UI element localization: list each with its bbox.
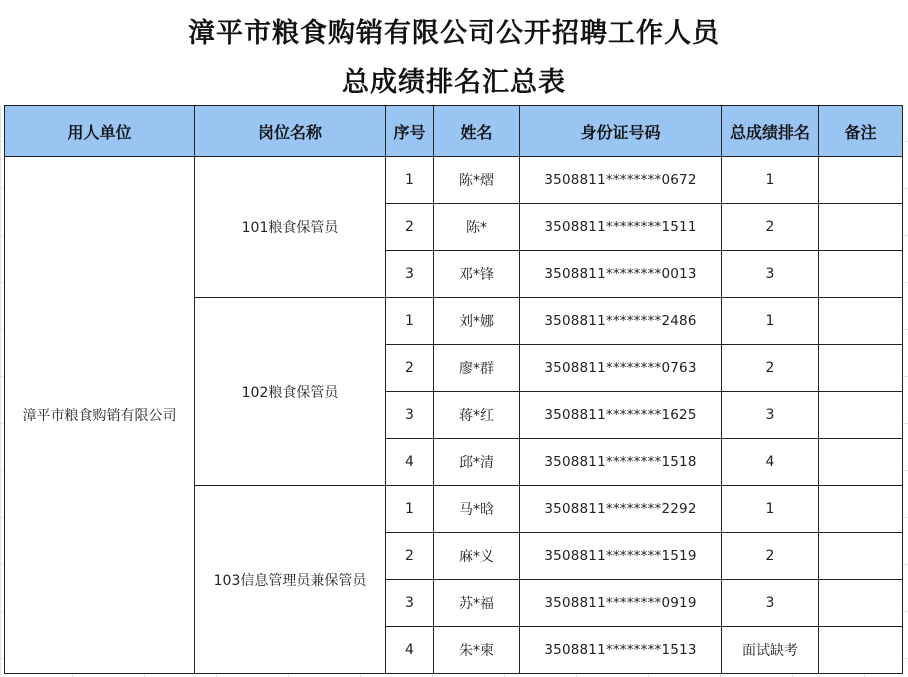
cell-id: 3508811********2486 [520,298,722,345]
cell-id: 3508811********0672 [520,157,722,204]
cell-name: 马*晗 [434,486,520,533]
cell-seq: 3 [386,580,434,627]
cell-rank: 1 [722,298,819,345]
header-row [5,106,903,157]
ranking-table [4,105,903,674]
cell-seq: 4 [386,439,434,486]
cell-rank: 3 [722,392,819,439]
cell-name: 廖*群 [434,345,520,392]
cell-note [819,251,903,298]
cell-seq: 1 [386,486,434,533]
cell-name: 麻*义 [434,533,520,580]
cell-rank: 面试缺考 [722,627,819,674]
cell-name: 邱*清 [434,439,520,486]
cell-id: 3508811********1519 [520,533,722,580]
cell-seq: 1 [386,298,434,345]
cell-seq: 2 [386,533,434,580]
cell-id: 3508811********0919 [520,580,722,627]
cell-id: 3508811********0763 [520,345,722,392]
table-body [5,157,903,674]
cell-name: 朱*柬 [434,627,520,674]
header-rank: 总成绩排名 [722,106,819,157]
cell-rank: 3 [722,580,819,627]
cell-rank: 3 [722,251,819,298]
cell-id: 3508811********1625 [520,392,722,439]
header-seq: 序号 [386,106,434,157]
cell-rank: 2 [722,204,819,251]
cell-position: 103信息管理员兼保管员 [195,486,386,674]
cell-note [819,580,903,627]
cell-name: 刘*娜 [434,298,520,345]
cell-id: 3508811********1518 [520,439,722,486]
cell-name: 苏*福 [434,580,520,627]
cell-note [819,533,903,580]
cell-seq: 2 [386,345,434,392]
cell-note [819,627,903,674]
cell-rank: 4 [722,439,819,486]
cell-note [819,392,903,439]
cell-rank: 2 [722,533,819,580]
cell-seq: 3 [386,392,434,439]
header-id: 身份证号码 [520,106,722,157]
page-subtitle: 总成绩排名汇总表 [342,67,566,98]
cell-rank: 2 [722,345,819,392]
cell-unit: 漳平市粮食购销有限公司 [5,157,195,674]
cell-id: 3508811********2292 [520,486,722,533]
cell-name: 陈* [434,204,520,251]
cell-seq: 1 [386,157,434,204]
cell-seq: 3 [386,251,434,298]
cell-name: 蒋*红 [434,392,520,439]
cell-rank: 1 [722,486,819,533]
cell-position: 102粮食保管员 [195,298,386,486]
cell-note [819,439,903,486]
title-block [0,0,908,105]
header-note: 备注 [819,106,903,157]
cell-seq: 2 [386,204,434,251]
cell-position: 101粮食保管员 [195,157,386,298]
cell-note [819,486,903,533]
header-position: 岗位名称 [195,106,386,157]
cell-note [819,298,903,345]
cell-id: 3508811********1511 [520,204,722,251]
cell-note [819,204,903,251]
cell-name: 陈*熠 [434,157,520,204]
cell-rank: 1 [722,157,819,204]
header-unit: 用人单位 [5,106,195,157]
table-row [5,157,903,204]
cell-note [819,157,903,204]
cell-id: 3508811********0013 [520,251,722,298]
header-name: 姓名 [434,106,520,157]
cell-id: 3508811********1513 [520,627,722,674]
cell-note [819,345,903,392]
cell-seq: 4 [386,627,434,674]
cell-name: 邓*锋 [434,251,520,298]
page-title: 漳平市粮食购销有限公司公开招聘工作人员 [188,18,720,49]
